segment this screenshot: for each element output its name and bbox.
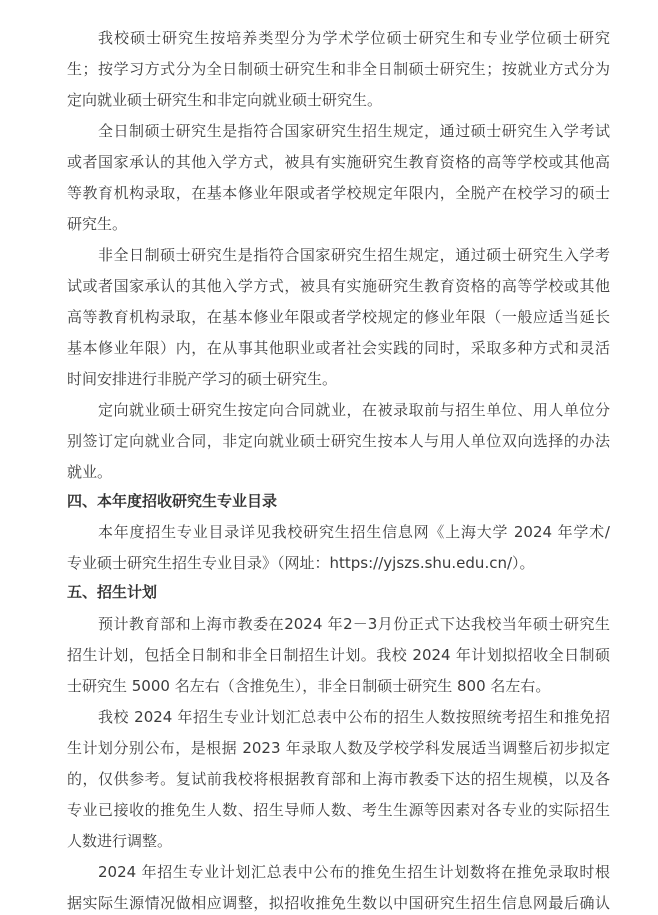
paragraph-line: 时间安排进行非脱产学习的硕士研究生。	[67, 370, 338, 388]
paragraph-line: 我校 2024 年招生专业计划汇总表中公布的招生人数按照统考招生和推免招	[98, 708, 610, 726]
paragraph-line: 2024 年招生专业计划汇总表中公布的推免生招生计划数将在推免录取时根	[98, 863, 610, 881]
paragraph-line: 或者国家承认的其他入学方式，被具有实施研究生教育资格的高等学校或其他高	[67, 153, 610, 171]
paragraph-line: 基本修业年限）内，在从事其他职业或者社会实践的同时，采取多种方式和灵活	[67, 339, 610, 357]
paragraph-line: 预计教育部和上海市教委在2024 年2－3月份正式下达我校当年硕士研究生	[98, 615, 610, 633]
paragraph-line: 的，仅供参考。复试前我校将根据教育部和上海市教委下达的招生规模，以及各	[67, 770, 610, 788]
section-heading: 五、招生计划	[67, 583, 158, 601]
paragraph-line: 专业硕士研究生招生专业目录》（网址：https://yjszs.shu.edu.cn/）。	[67, 554, 535, 572]
paragraph-line: 生；按学习方式分为全日制硕士研究生和非全日制硕士研究生；按就业方式分为	[67, 60, 610, 78]
paragraph-line: 据实际生源情况做相应调整，拟招收推免生数以中国研究生招生信息网最后确认	[67, 894, 610, 912]
paragraph-line: 我校硕士研究生按培养类型分为学术学位硕士研究生和专业学位硕士研究	[98, 29, 610, 47]
paragraph-line: 研究生。	[67, 215, 128, 233]
paragraph-line: 别签订定向就业合同，非定向就业硕士研究生按本人与用人单位双向选择的办法	[67, 432, 610, 450]
paragraph-line: 定向就业硕士研究生按定向合同就业，在被录取前与招生单位、用人单位分	[98, 401, 610, 419]
paragraph-line: 专业已接收的推免生人数、招生导师人数、考生生源等因素对各专业的实际招生	[67, 801, 610, 819]
paragraph-line: 就业。	[67, 463, 113, 481]
paragraph-line: 全日制硕士研究生是指符合国家研究生招生规定，通过硕士研究生入学考试	[98, 122, 610, 140]
section-heading: 四、本年度招收研究生专业目录	[67, 492, 278, 510]
paragraph-line: 人数进行调整。	[67, 832, 173, 850]
paragraph-line: 高等教育机构录取，在基本修业年限或者学校规定的修业年限（一般应适当延长	[67, 308, 610, 326]
paragraph-line: 士研究生 5000 名左右（含推免生），非全日制硕士研究生 800 名左右。	[67, 677, 551, 695]
paragraph-line: 生计划分别公布，是根据 2023 年录取人数及学校学科发展适当调整后初步拟定	[67, 739, 610, 757]
paragraph-line: 非全日制硕士研究生是指符合国家研究生招生规定，通过硕士研究生入学考	[98, 246, 610, 264]
paragraph-line: 本年度招生专业目录详见我校研究生招生信息网《上海大学 2024 年学术/	[98, 523, 610, 541]
paragraph-line: 定向就业硕士研究生和非定向就业硕士研究生。	[67, 91, 383, 109]
paragraph-line: 招生计划，包括全日制和非全日制招生计划。我校 2024 年计划拟招收全日制硕	[67, 646, 610, 664]
paragraph-line: 试或者国家承认的其他入学方式，被具有实施研究生教育资格的高等学校或其他	[67, 277, 610, 295]
paragraph-line: 等教育机构录取，在基本修业年限或者学校规定年限内，全脱产在校学习的硕士	[67, 184, 610, 202]
